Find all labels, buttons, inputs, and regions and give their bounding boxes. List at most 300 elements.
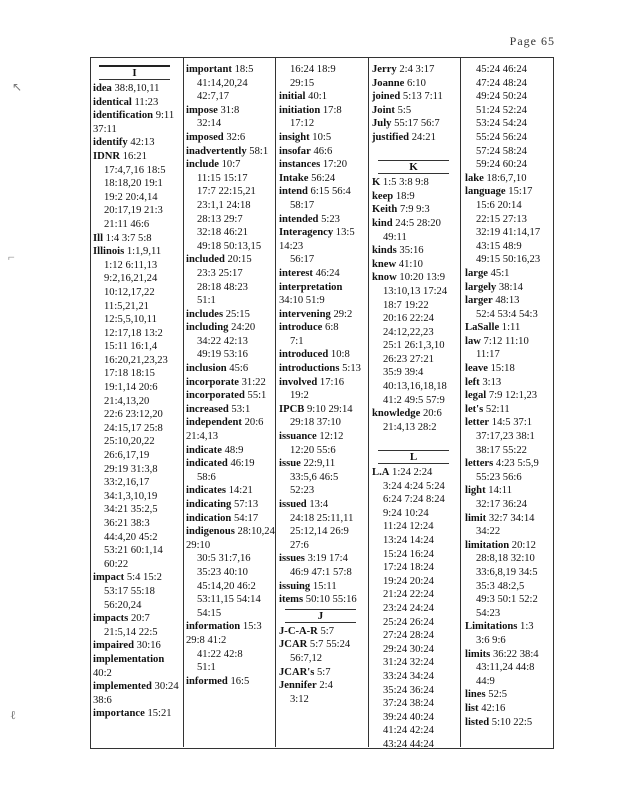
- entry-line: [186, 620, 275, 647]
- index-entry: [186, 158, 275, 253]
- page-ref: 54:17: [234, 512, 259, 524]
- page-ref: 10:20 13:9: [399, 272, 446, 284]
- page-ref: 49:11: [383, 231, 407, 243]
- entry-line: [186, 158, 275, 172]
- page-ref: 42:13: [130, 137, 155, 149]
- page-ref: 53:11,15 54:14: [197, 594, 261, 606]
- page-ref: 15:18: [490, 363, 515, 375]
- page-ref: 30:5 31:7,16: [197, 553, 251, 565]
- page-ref: 12:12: [319, 431, 344, 443]
- index-entry: [372, 203, 461, 217]
- page-ref: 25:1 26:1,3,10: [383, 340, 445, 352]
- page-ref: 9:24 10:24: [383, 507, 429, 519]
- entry-line: [279, 172, 368, 186]
- entry-line: [372, 466, 461, 480]
- index-entry: [186, 131, 275, 145]
- page-ref: 11:5,21,21: [104, 300, 149, 312]
- entry-line: [186, 484, 275, 498]
- entry-line: [186, 416, 275, 443]
- entry-line: [465, 335, 554, 349]
- page-ref: 36:21 38:3: [104, 518, 150, 529]
- index-term: interest: [279, 267, 313, 279]
- index-term: informed: [186, 675, 228, 687]
- entry-line: [186, 63, 275, 77]
- page-ref: 24:20: [231, 322, 256, 334]
- page-ref: 46:6: [313, 145, 333, 157]
- page-ref: 10:12,17,22: [104, 286, 155, 298]
- page-ref: 49:15 50:16,23: [476, 254, 541, 266]
- index-term: items: [279, 594, 304, 606]
- page-ref: 21:4,13 28:2: [383, 421, 437, 433]
- page-ref: 43:11,24 44:8: [476, 662, 535, 674]
- page-ref: 49:18 50:13,15: [197, 240, 262, 252]
- entry-line: [465, 512, 554, 526]
- page-ref: 42:16: [481, 702, 506, 714]
- index-term: joined: [372, 91, 401, 103]
- page-ref: 21:24 22:24: [383, 589, 434, 601]
- entry-line: [93, 109, 182, 136]
- page-ref: 53:21 60:1,14: [104, 545, 163, 557]
- page-ref: 21:4,13,20: [104, 395, 150, 407]
- page-ref: 50:10 55:16: [305, 594, 357, 606]
- letter-heading: K: [378, 160, 449, 174]
- index-term: LaSalle: [465, 322, 500, 334]
- index-term: included: [186, 254, 225, 266]
- page-ref: 18:6,7,10: [486, 172, 527, 184]
- page-ref: 7:9 12:1,23: [488, 390, 538, 402]
- page-ref: 37:24 38:24: [383, 698, 434, 710]
- page-ref: 17:4,7,16 18:5: [104, 164, 166, 176]
- page-ref: 51:24 52:24: [476, 104, 527, 116]
- entry-line: [93, 707, 182, 721]
- index-term: larger: [465, 295, 493, 307]
- page-ref: 34:1,3,10,19: [104, 490, 158, 502]
- index-entry: [465, 702, 554, 716]
- entry-line: [372, 104, 461, 118]
- entry-line: [186, 498, 275, 512]
- page-ref: 56:24: [311, 172, 336, 184]
- index-term: JCAR: [279, 639, 308, 651]
- index-term: intended: [279, 213, 319, 225]
- index-entry: [186, 376, 275, 390]
- page-ref: 3:6 9:6: [476, 634, 506, 646]
- page-ref: 20:15: [227, 254, 252, 266]
- entry-line: [372, 131, 461, 145]
- page-ref: 13:24 14:24: [383, 535, 434, 546]
- page-ref: 16:21: [122, 150, 147, 162]
- page-ref: 14:5 37:1: [491, 417, 533, 429]
- entry-line: [465, 484, 554, 498]
- column-divider: [368, 57, 369, 747]
- index-entry: [186, 389, 275, 403]
- page-ref: 31:8: [220, 104, 240, 116]
- index-term: K: [372, 177, 381, 189]
- entry-line: [279, 145, 368, 159]
- index-term: impaired: [93, 640, 135, 652]
- page-ref: 5:7: [320, 625, 335, 637]
- page-ref: 35:9 39:4: [383, 367, 424, 379]
- page-ref: 18:18,20 19:1: [104, 178, 163, 190]
- index-term: limits: [465, 648, 491, 660]
- index-term: identical: [93, 96, 132, 108]
- index-term: large: [465, 267, 488, 279]
- index-entry: [93, 245, 182, 571]
- page-ref: 29:19 31:3,8: [104, 463, 158, 475]
- index-entry: [279, 145, 368, 159]
- page-ref: 55:23 56:6: [476, 471, 522, 483]
- page-ref: 13:4: [309, 499, 329, 510]
- index-entry: [372, 190, 461, 204]
- entry-line: [372, 407, 461, 421]
- page-ref: 20:17,19 21:3: [104, 205, 163, 217]
- page-ref: 26:6,17,19: [104, 450, 150, 462]
- page-ref: 45:24 46:24: [476, 64, 527, 75]
- index-term: Keith: [372, 204, 398, 216]
- page-ref: 33:6,8,19 34:5: [476, 566, 538, 578]
- entry-line: [465, 539, 554, 553]
- page-ref: 33:2,16,17: [104, 477, 150, 489]
- entry-line: [465, 294, 554, 308]
- index-entry: [279, 172, 368, 186]
- page-ref: 5:7 55:24: [309, 639, 351, 651]
- margin-mark-bottom: ℓ: [10, 708, 16, 722]
- page-ref: 46:19: [230, 458, 255, 470]
- page-ref: 58:6: [197, 471, 216, 483]
- index-entry: [372, 63, 461, 77]
- index-entry: [372, 244, 461, 258]
- page-ref: 7:12 11:10: [483, 335, 529, 347]
- index-entry: [465, 335, 554, 362]
- page-ref: 18:5: [234, 64, 254, 75]
- page-ref: 3:13: [482, 376, 502, 388]
- page-ref: 19:2: [290, 390, 309, 402]
- index-entry: [186, 525, 275, 620]
- page-ref: 15:24 16:24: [383, 548, 434, 560]
- index-entry: [372, 258, 461, 272]
- page-ref: 1:1,9,11: [126, 246, 162, 258]
- entry-line: [93, 96, 182, 110]
- page-ref: 25:12,14 26:9: [290, 526, 349, 538]
- index-entry: [279, 552, 368, 579]
- index-term: information: [186, 621, 241, 633]
- page-ref: 42:7,17: [197, 91, 230, 103]
- page-ref: 52:4 53:4 54:3: [476, 308, 538, 320]
- entry-line: [186, 253, 275, 267]
- page-ref: 57:24 58:24: [476, 145, 527, 157]
- index-entry: [372, 77, 461, 91]
- entry-line: [93, 653, 182, 680]
- index-entry: [465, 457, 554, 484]
- index-term: justified: [372, 131, 410, 143]
- entry-line: [465, 403, 554, 417]
- index-term: impact: [93, 572, 125, 584]
- entry-line: [93, 82, 182, 96]
- index-entry: [186, 321, 275, 362]
- page-ref: 54:15: [197, 607, 222, 619]
- page-ref: 9:10 29:14: [306, 403, 353, 415]
- index-entry: [465, 512, 554, 539]
- index-term: incorporate: [186, 376, 239, 388]
- page-ref: 21:11 46:6: [104, 218, 150, 230]
- page-ref: 29:18 37:10: [290, 417, 341, 429]
- index-term: kind: [372, 217, 393, 229]
- index-column-3: [279, 63, 368, 706]
- entry-line: [465, 716, 554, 730]
- page-ref: 5:13 7:11: [402, 91, 443, 103]
- page-ref: 29:24 30:24: [383, 643, 434, 655]
- index-entry: [186, 63, 275, 104]
- page-ref: 21:5,14 22:5: [104, 626, 158, 638]
- page-ref: 3:24 4:24 5:24: [383, 480, 445, 492]
- page-ref: 49:19 53:16: [197, 349, 248, 361]
- page-ref: 15:17: [508, 186, 533, 198]
- index-entry: [279, 63, 368, 90]
- page-ref: 22:6 23:12,20: [104, 409, 163, 421]
- entry-line: [186, 675, 275, 689]
- page-ref: 6:15 56:4: [310, 186, 351, 198]
- index-entry: [186, 104, 275, 131]
- page-ref: 49:24 50:24: [476, 91, 527, 103]
- page-ref: 10:7: [221, 159, 241, 171]
- index-term: Joint: [372, 104, 395, 116]
- index-term: issued: [279, 499, 307, 510]
- page-ref: 41:2 49:5 57:9: [383, 394, 445, 406]
- index-term: Jennifer: [279, 680, 317, 692]
- index-term: J-C-A-R: [279, 625, 318, 637]
- index-entry: [465, 688, 554, 702]
- index-term: knew: [372, 258, 397, 270]
- page-ref: 59:24 60:24: [476, 159, 527, 171]
- page-ref: 43:15 48:9: [476, 240, 522, 252]
- entry-line: [279, 376, 368, 390]
- index-entry: [93, 150, 182, 232]
- index-entry: [93, 653, 182, 680]
- page-ref: 5:5: [397, 104, 412, 116]
- index-term: increased: [186, 403, 229, 415]
- page-ref: 19:24 20:24: [383, 575, 434, 587]
- page-ref: 1:4 3:7 5:8: [105, 232, 152, 244]
- index-term: indicate: [186, 444, 222, 456]
- page-ref: 49:3 50:1 52:2: [476, 594, 538, 606]
- index-term: importance: [93, 708, 145, 720]
- page-ref: 34:21 35:2,5: [104, 504, 158, 516]
- index-entry: [465, 403, 554, 417]
- index-entry: [279, 281, 368, 308]
- entry-line: [93, 639, 182, 653]
- index-term: identification: [93, 110, 154, 122]
- page-ref: 11:23: [134, 96, 159, 108]
- index-term: Interagency: [279, 227, 334, 239]
- index-entry: [279, 104, 368, 131]
- index-term: independent: [186, 417, 242, 429]
- index-entry: [279, 666, 368, 680]
- entry-line: [186, 362, 275, 376]
- index-term: includes: [186, 308, 224, 320]
- entry-line: [372, 244, 461, 258]
- index-entry: [186, 253, 275, 307]
- index-entry: [186, 308, 275, 322]
- entry-line: [372, 117, 461, 131]
- entry-line: [279, 321, 368, 335]
- index-entry: [186, 512, 275, 526]
- page-ref: 60:22: [104, 558, 129, 570]
- entry-line: [372, 77, 461, 91]
- index-term: know: [372, 272, 397, 284]
- index-entry: [279, 403, 368, 430]
- page-ref: 34:22 42:13: [197, 335, 248, 347]
- index-entry: [279, 376, 368, 403]
- index-entry: [465, 185, 554, 267]
- index-entry: [465, 539, 554, 621]
- index-entry: [465, 416, 554, 457]
- page-ref: 32:6: [226, 131, 246, 143]
- page-ref: 48:9: [224, 444, 244, 456]
- entry-line: [93, 571, 182, 585]
- page-ref: 24:5 28:20: [395, 217, 441, 229]
- entry-line: [93, 680, 182, 707]
- index-entry: [465, 484, 554, 511]
- entry-line: [186, 403, 275, 417]
- index-term: implemented: [93, 681, 152, 693]
- page-ref: 46:9 47:1 57:8: [290, 566, 352, 578]
- page-ref: 20:7: [130, 613, 150, 625]
- page-ref: 30:24 38:6: [93, 681, 179, 706]
- page-ref: 23:1,1 24:18: [197, 199, 251, 211]
- entry-line: [186, 321, 275, 335]
- index-entry: [465, 376, 554, 390]
- entry-line: [372, 63, 461, 77]
- entry-line: [186, 145, 275, 159]
- entry-line: [465, 688, 554, 702]
- index-term: issues: [279, 553, 305, 565]
- index-entry: [372, 90, 461, 104]
- index-entry: [279, 430, 368, 457]
- index-term: Limitations: [465, 621, 518, 633]
- index-entry: [279, 638, 368, 665]
- index-entry: [465, 281, 554, 295]
- page-ref: 7:9 9:3: [399, 204, 430, 216]
- entry-line: [465, 362, 554, 376]
- entry-line: [279, 457, 368, 471]
- entry-line: [279, 226, 368, 253]
- page-ref: 15:11: [312, 580, 337, 592]
- page-ref: 12:20 55:6: [290, 444, 336, 456]
- page-ref: 58:1: [249, 145, 269, 157]
- index-entry: [372, 466, 461, 751]
- index-term: intend: [279, 186, 308, 198]
- letter-heading: I: [99, 65, 170, 80]
- margin-mark-top: ↖: [12, 80, 23, 94]
- index-term: identify: [93, 137, 128, 149]
- index-entry: [279, 226, 368, 267]
- page-ref: 16:24 18:9: [290, 64, 336, 75]
- page-ref: 31:22: [241, 376, 266, 388]
- page-ref: 11:24 12:24: [383, 521, 434, 533]
- page-ref: 40:1: [308, 91, 327, 103]
- entry-line: [465, 185, 554, 199]
- page-ref: 10:5: [312, 131, 332, 143]
- page-ref: 24:18 25:11,11: [290, 512, 354, 524]
- index-term: limit: [465, 512, 487, 524]
- index-term: inadvertently: [186, 145, 247, 157]
- page-ref: 30:16: [136, 640, 161, 652]
- page-ref: 15:6 20:14: [476, 199, 522, 211]
- index-term: kinds: [372, 245, 397, 257]
- page-ref: 5:4 15:2: [126, 572, 162, 584]
- page-ref: 10:8: [330, 349, 350, 361]
- index-entry: [465, 389, 554, 403]
- index-term: indicating: [186, 499, 232, 510]
- entry-line: [186, 376, 275, 390]
- page-ref: 28:13 29:7: [197, 213, 243, 225]
- index-term: Joanne: [372, 77, 405, 89]
- index-term: imposed: [186, 131, 224, 143]
- page-ref: 25:15: [225, 308, 250, 320]
- entry-line: [279, 131, 368, 145]
- index-entry: [372, 176, 461, 190]
- page-ref: 53:1: [231, 403, 251, 415]
- spacer: [372, 434, 461, 448]
- entry-line: [186, 512, 275, 526]
- page-ref: 28:18 48:23: [197, 281, 248, 293]
- index-entry: [279, 498, 368, 552]
- page-ref: 51:1: [197, 662, 216, 674]
- index-entry: [279, 457, 368, 498]
- index-term: indigenous: [186, 526, 235, 538]
- page-ref: 24:21: [411, 131, 436, 143]
- index-term: let's: [465, 403, 484, 415]
- index-entry: [279, 131, 368, 145]
- index-entry: [279, 213, 368, 227]
- page-ref: 32:18 46:21: [197, 227, 248, 239]
- page-ref: 33:24 34:24: [383, 670, 434, 682]
- entry-line: [93, 232, 182, 246]
- index-term: Ill: [93, 232, 104, 244]
- page-ref: 5:10 22:5: [491, 716, 533, 728]
- entry-line: [279, 348, 368, 362]
- page-ref: 35:16: [399, 245, 424, 257]
- entry-line: [279, 625, 368, 639]
- page-ref: 52:23: [290, 485, 315, 497]
- entry-line: [186, 104, 275, 118]
- index-term: instances: [279, 159, 321, 171]
- entry-line: [186, 444, 275, 458]
- entry-line: [279, 362, 368, 376]
- page-ref: 38:14: [498, 281, 523, 293]
- index-entry: [93, 109, 182, 136]
- index-entry: [93, 680, 182, 707]
- page-ref: 35:23 40:10: [197, 566, 248, 578]
- entry-line: [465, 648, 554, 662]
- index-term: Jerry: [372, 64, 397, 75]
- page-ref: 12:5,5,10,11: [104, 314, 157, 326]
- page-ref: 56:7,12: [290, 652, 323, 664]
- index-entry: [186, 620, 275, 674]
- page-ref: 53:17 55:18: [104, 585, 155, 597]
- index-entry: [465, 716, 554, 730]
- page-ref: 44:9: [476, 675, 495, 687]
- entry-line: [465, 267, 554, 281]
- page-ref: 1:5 3:8 9:8: [382, 177, 429, 189]
- index-entry: [93, 707, 182, 721]
- page-ref: 41:24 42:24: [383, 725, 434, 737]
- index-entry: [186, 362, 275, 376]
- index-entry: [465, 620, 554, 647]
- letter-heading: J: [285, 609, 356, 623]
- index-entry: [465, 267, 554, 281]
- entry-line: [93, 150, 182, 164]
- entry-line: [279, 185, 368, 199]
